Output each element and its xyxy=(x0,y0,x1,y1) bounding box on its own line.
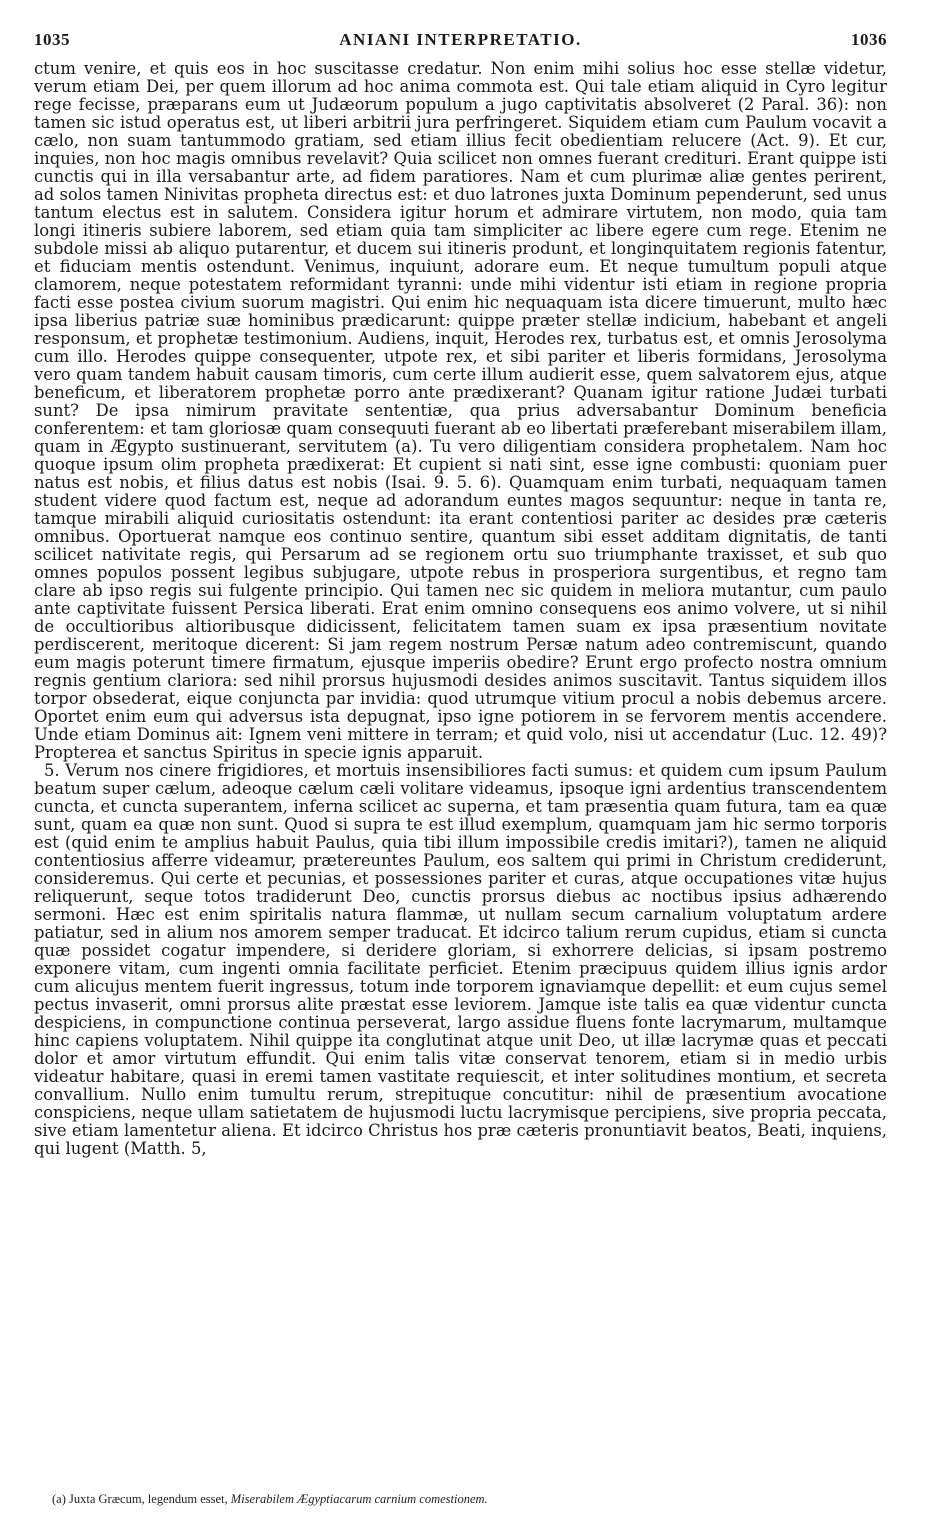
footnote-text: Miserabilem Ægyptiacarum carnium comestionem. xyxy=(230,1492,488,1506)
footnote xyxy=(52,1492,488,1507)
paragraph-5: 5. Verum nos cinere frigidiores, et mortuis insensibiliores facti sumus: et quidem cum ipsum Paulum beatum super cælum, adeoque cælum cæli volitare videamus, ipsoque igni ardentius transcendentem cuncta, et cuncta superantem, inferna scilicet ac superna, et tam præsentia quam futura, tam ea quæ sunt, quam ea quæ non sunt. Quod si supra te est illud exemplum, quamquam jam hic sermo torporis est (quid enim te amplius habuit Paulus, quia tibi illum impossibile credis imitari?), tamen ne aliquid contentiosius afferre videamur, prætereuntes Paulum, eos saltem qui primi in Christum crediderunt, consideremus. Qui certe et pecunias, et possessiones pariter et curas, atque occupationes vitæ hujus reliquerunt, seque totos tradiderunt Deo, cunctis prorsus diebus ac noctibus ipsius adhærendo sermoni. Hæc est enim spiritalis natura flammæ, ut nullam secum carnalium voluptatum ardere patiatur, sed in alium nos amorem semper traducat. Et idcirco talium rerum cupidus, etiam si cuncta quæ possidet cogatur impendere, si deridere gloriam, si exhorrere delicias, si ipsam postremo exponere vitam, cum ingenti omnia facilitate perficiet. Etenim præcipuus quidem illius ignis ardor cum alicujus mentem fuerit ingressus, totum inde torporem ignaviamque depellit: et eum cujus semel pectus invaserit, omni prorsus alite præstat esse leviorem. Jamque iste talis ea quæ videntur cuncta despiciens, in compunctione continua perseverat, largo assidue fluens fonte lacrymarum, multamque hinc capiens voluptatem. Nihil quippe ita conglutinat atque unit Deo, ut illæ lacrymæ quas et peccati dolor et amor virtutum effundit. Qui enim talis vitæ conservat tenorem, etiam si in medio urbis videatur habitare, quasi in eremi tamen vastitate requiescit, et inter solitudines montium, et secreta convallium. Nullo enim tumultu rerum, strepituque concutitur: nihil de præsentium avocatione conspiciens, neque ullam satietatem de hujusmodi luctu lacrymisque percipiens, sive propria peccata, sive etiam lamentetur aliena. Et idcirco Christus hos præ cæteris pronuntiavit beatos, Beati, inquiens, qui lugent (Matth. 5, xyxy=(34,761,887,1158)
footnote-marker: (a) Juxta Græcum, legendum esset, xyxy=(52,1492,228,1506)
left-column-number: 1035 xyxy=(34,30,70,49)
paragraph: ctum venire, et quis eos in hoc suscitasse credatur. Non enim mihi solius hoc esse stellæ videtur, verum etiam Dei, per quem illorum ad hoc anima commota est. Qui tale etiam aliquid in Cyro legitur rege fecisse, præparans eum ut Judæorum populum a jugo captivitatis absolveret (2 Paral. 36): non tamen sic istud operatus est, ut liberi arbitrii jura perfringeret. Siquidem etiam cum Paulum vocavit a cælo, non suam tantummodo gratiam, sed etiam illius fecit obedientiam relucere (Act. 9). Et cur, inquies, non hoc magis omnibus revelavit? Quia scilicet non omnes fuerant credituri. Erant quippe isti cunctis qui in illa versabantur arte, ad fidem paratiores. Nam et cum plurimæ aliæ gentes perirent, ad solos tamen Ninivitas propheta directus est: et duo latrones juxta Dominum pependerunt, sed unus tantum electus est in salutem. Considera igitur horum et admirare virtutem, non modo, quia tam longi itineris subiere laborem, sed etiam quia tam simpliciter ac libere egere cum rege. Etenim ne subdole missi ab aliquo putarentur, et ducem sui itineris produnt, et longinquitatem regionis fatentur, et fiduciam mentis ostendunt. Venimus, inquiunt, adorare eum. Et neque tumultum populi atque clamorem, neque potestatem reformidant tyranni: unde mihi videntur isti etiam in regione propria facti esse postea civium suorum magistri. Qui enim hic nequaquam ista dicere timuerunt, multo hæc ipsa liberius patriæ suæ hominibus prædicarunt: quippe præter stellæ indicium, habebant et angeli responsum, et prophetæ testimonium. Audiens, inquit, Herodes rex, turbatus est, et omnis Jerosolyma cum illo. Herodes quippe consequenter, utpote rex, et sibi pariter et liberis formidans, Jerosolyma vero quam tandem habuit causam timoris, cum certe illum audierit esse, quem salvatorem ejus, atque beneficum, et liberatorem prophetæ porro ante prædixerant? Quanam igitur ratione Judæi turbati sunt? De ipsa nimirum pravitate sententiæ, qua prius adversabantur Dominum beneficia conferentem: et tam gloriosæ quam consequuti fuerant ab eo libertati præferebant miserabilem illam, quam in Ægypto sustinuerant, servitutem (a). Tu vero diligentiam considera prophetalem. Nam hoc quoque ipsum olim propheta prædixerat: Et cupient si nati sint, esse igne combusti: quoniam puer natus est nobis, et filius datus est nobis (Isai. 9. 5. 6). Quamquam enim turbati, nequaquam tamen student videre quod factum est, neque ad adorandum euntes magos sequuntur: neque in tanta re, tamque mirabili aliquid curiositatis ostendunt: ita erant contentiosi pariter ac desides præ cæteris omnibus. Oportuerat namque eos continuo sentire, quantum sibi esset additam dignitatis, de tanti scilicet nativitate regis, qui Persarum ad se regionem ortu suo triumphante traxisset, et sub quo omnes populos possent legibus subjugare, utpote rebus in prosperiora surgentibus, et regno tam clare ab ipso regis sui fulgente principio. Qui tamen nec sic quidem in meliora mutantur, cum paulo ante captivitate fuissent Persica liberati. Erat enim omnino consequens eos animo volvere, ut si nihil de occultioribus altioribusque didicissent, felicitatem tamen suam ex ipsa præsentium novitate perdiscerent, meritoque dicerent: Si jam regem nostrum Persæ natum adeo contremiscunt, quando eum magis poterunt timere firmatum, ejusque imperiis obedire? Erunt ergo profecto nostra omnium regnis gentium clariora: sed nihil prorsus hujusmodi desides animos suscitavit. Tantus siquidem illos torpor obsederat, eique conjuncta par invidia: quod utrumque vitium procul a nobis debemus arcere. Oportet enim eum qui adversus ista depugnat, ipso igne potiorem in se fervorem mentis accendere. Unde etiam Dominus ait: Ignem veni mittere in terram; et quid volo, nisi ut accendatur (Luc. 12. 49)? Propterea et sanctus Spiritus in specie ignis apparuit. xyxy=(34,59,887,762)
right-column-number: 1036 xyxy=(851,30,887,49)
body-text xyxy=(34,60,887,1158)
running-title: ANIANI INTERPRETATIO. xyxy=(339,30,582,49)
page-header xyxy=(34,30,887,58)
